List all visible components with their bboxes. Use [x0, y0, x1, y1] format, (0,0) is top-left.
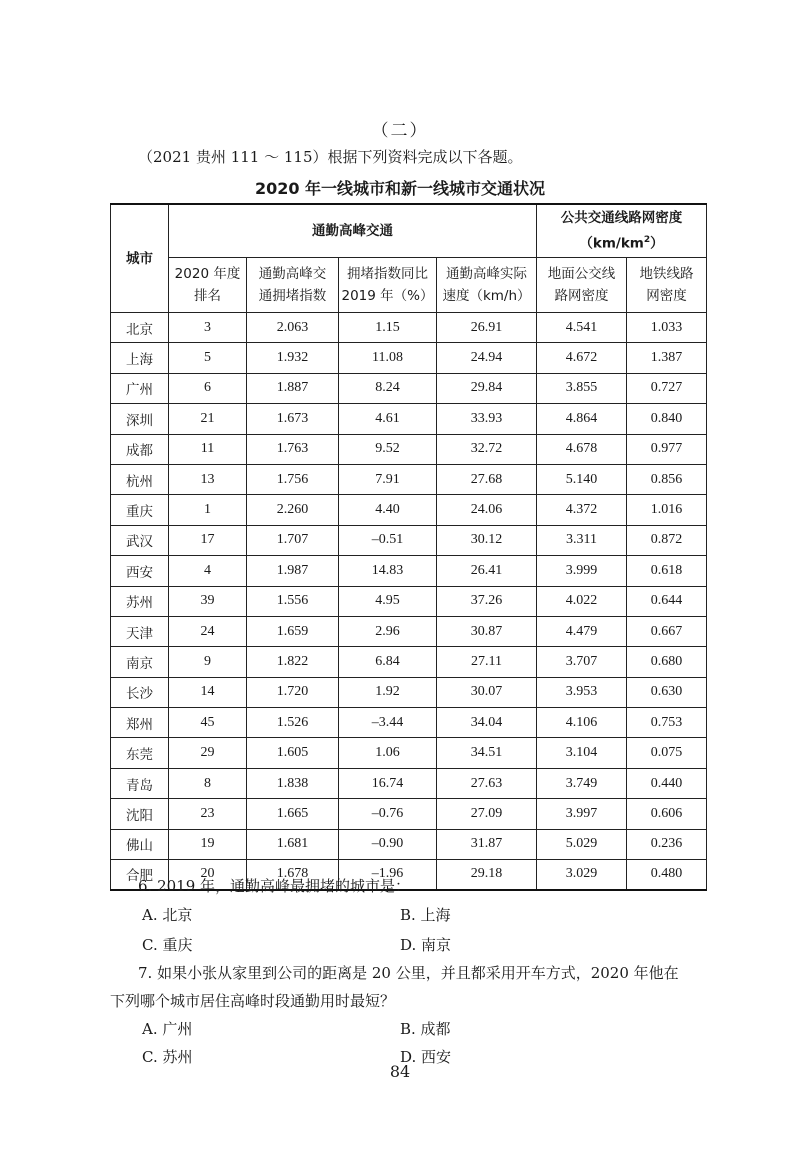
table-cell: 5.029: [537, 829, 627, 859]
table-cell: 20: [169, 860, 247, 890]
table-cell: 0.618: [627, 556, 707, 586]
table-cell: 11: [169, 434, 247, 464]
table-cell: 0.727: [627, 373, 707, 403]
table-cell: 26.91: [437, 313, 537, 343]
table-cell: 3.855: [537, 373, 627, 403]
city-cell: 沈阳: [111, 799, 169, 829]
table-cell: 30.87: [437, 616, 537, 646]
table-cell: 4.541: [537, 313, 627, 343]
table-cell: 27.11: [437, 647, 537, 677]
table-cell: 4.672: [537, 343, 627, 373]
q7-option-d: D. 西安: [400, 1048, 452, 1066]
table-cell: 0.236: [627, 829, 707, 859]
question-7-line-2: 下列哪个城市居住高峰时段通勤用时最短？: [110, 992, 396, 1010]
table-cell: 34.04: [437, 708, 537, 738]
city-cell: 佛山: [111, 829, 169, 859]
header-city: 城市: [111, 204, 169, 313]
table-cell: 29: [169, 738, 247, 768]
section-title: （二）: [371, 121, 429, 141]
q7-option-c: C. 苏州: [142, 1048, 193, 1066]
header-rank: 2020 年度 排名: [169, 258, 247, 313]
table-cell: 29.84: [437, 373, 537, 403]
table-cell: 0.440: [627, 768, 707, 798]
intro-text: （2021 贵州 111 ～ 115）根据下列资料完成以下各题。: [138, 148, 523, 166]
table-cell: 4.372: [537, 495, 627, 525]
table-cell: 4.678: [537, 434, 627, 464]
table-cell: 1.681: [247, 829, 339, 859]
table-row: [111, 434, 707, 464]
table-cell: 0.075: [627, 738, 707, 768]
table-cell: 1.659: [247, 616, 339, 646]
city-cell: 北京: [111, 313, 169, 343]
city-cell: 青岛: [111, 768, 169, 798]
table-cell: 14.83: [339, 556, 437, 586]
table-cell: 4.864: [537, 404, 627, 434]
header-metro-density: 地铁线路 网密度: [627, 258, 707, 313]
city-cell: 长沙: [111, 677, 169, 707]
table-cell: 16.74: [339, 768, 437, 798]
table-cell: 2.96: [339, 616, 437, 646]
table-cell: 1: [169, 495, 247, 525]
table-cell: 0.872: [627, 525, 707, 555]
table-row: [111, 738, 707, 768]
table-cell: 3.707: [537, 647, 627, 677]
table-cell: 1.822: [247, 647, 339, 677]
question-6: 6. 2019 年，通勤高峰最拥堵的城市是：: [138, 877, 411, 895]
table-cell: 4.40: [339, 495, 437, 525]
page-number: 84: [389, 1062, 411, 1081]
table-row: [111, 404, 707, 434]
table-cell: 26.41: [437, 556, 537, 586]
table-cell: 27.68: [437, 464, 537, 494]
table-cell: 1.838: [247, 768, 339, 798]
table-row: [111, 647, 707, 677]
city-cell: 东莞: [111, 738, 169, 768]
table-cell: 1.15: [339, 313, 437, 343]
table-cell: 21: [169, 404, 247, 434]
table-row: [111, 313, 707, 343]
table-cell: 1.932: [247, 343, 339, 373]
header-congestion-index: 通勤高峰交 通拥堵指数: [247, 258, 339, 313]
table-cell: 1.387: [627, 343, 707, 373]
table-cell: 27.09: [437, 799, 537, 829]
table-row: [111, 829, 707, 859]
traffic-table: [110, 203, 707, 891]
table-cell: 4.61: [339, 404, 437, 434]
city-cell: 合肥: [111, 860, 169, 890]
table-row: [111, 464, 707, 494]
table-cell: 3.953: [537, 677, 627, 707]
city-cell: 南京: [111, 647, 169, 677]
table-cell: 0.606: [627, 799, 707, 829]
header-yoy: 拥堵指数同比 2019 年（%）: [339, 258, 437, 313]
city-cell: 武汉: [111, 525, 169, 555]
table-cell: 5: [169, 343, 247, 373]
table-cell: 17: [169, 525, 247, 555]
city-cell: 苏州: [111, 586, 169, 616]
table-cell: 30.07: [437, 677, 537, 707]
table-row: [111, 495, 707, 525]
city-cell: 成都: [111, 434, 169, 464]
table-cell: 0.856: [627, 464, 707, 494]
table-cell: 1.987: [247, 556, 339, 586]
table-cell: 1.763: [247, 434, 339, 464]
table-cell: 4.106: [537, 708, 627, 738]
header-transit-unit: $(km/km^2)$: [579, 235, 664, 252]
table-cell: 4.95: [339, 586, 437, 616]
city-cell: 杭州: [111, 464, 169, 494]
table-cell: 1.707: [247, 525, 339, 555]
table-cell: 24.94: [437, 343, 537, 373]
city-cell: 天津: [111, 616, 169, 646]
table-cell: 1.06: [339, 738, 437, 768]
table-row: [111, 799, 707, 829]
table-cell: 4: [169, 556, 247, 586]
table-cell: 32.72: [437, 434, 537, 464]
table-cell: 1.605: [247, 738, 339, 768]
table-cell: 1.720: [247, 677, 339, 707]
table-cell: 24.06: [437, 495, 537, 525]
table-cell: 7.91: [339, 464, 437, 494]
table-cell: 0.680: [627, 647, 707, 677]
table-row: [111, 373, 707, 403]
header-transit-label: 公共交通线路网密度: [560, 210, 683, 227]
table-row: [111, 525, 707, 555]
table-cell: 45: [169, 708, 247, 738]
table-cell: 27.63: [437, 768, 537, 798]
city-cell: 西安: [111, 556, 169, 586]
table-cell: 5.140: [537, 464, 627, 494]
table-row: [111, 556, 707, 586]
table-cell: 1.016: [627, 495, 707, 525]
table-cell: 0.840: [627, 404, 707, 434]
table-cell: 3.749: [537, 768, 627, 798]
table-cell: 37.26: [437, 586, 537, 616]
city-cell: 上海: [111, 343, 169, 373]
q7-option-b: B. 成都: [400, 1020, 451, 1038]
table-cell: 0.480: [627, 860, 707, 890]
table-cell: 0.667: [627, 616, 707, 646]
table-cell: 1.678: [247, 860, 339, 890]
table-row: [111, 343, 707, 373]
table-cell: 3.104: [537, 738, 627, 768]
table-cell: 3.311: [537, 525, 627, 555]
table-row: [111, 677, 707, 707]
table-cell: 30.12: [437, 525, 537, 555]
table-cell: 4.479: [537, 616, 627, 646]
table-cell: 1.665: [247, 799, 339, 829]
table-row: [111, 616, 707, 646]
table-cell: 11.08: [339, 343, 437, 373]
city-cell: 重庆: [111, 495, 169, 525]
header-bus-density: 地面公交线 路网密度: [537, 258, 627, 313]
table-cell: 24: [169, 616, 247, 646]
table-row: [111, 586, 707, 616]
question-7-line-1: 7. 如果小张从家里到公司的距离是 20 公里，并且都采用开车方式，2020 年他在: [138, 964, 679, 982]
table-cell: 0.753: [627, 708, 707, 738]
table-cell: 1.033: [627, 313, 707, 343]
table-cell: 0.630: [627, 677, 707, 707]
table-cell: 3.029: [537, 860, 627, 890]
table-cell: 0.644: [627, 586, 707, 616]
table-cell: 2.260: [247, 495, 339, 525]
q7-option-a: A. 广州: [142, 1020, 193, 1038]
table-cell: 8.24: [339, 373, 437, 403]
table-cell: 1.526: [247, 708, 339, 738]
table-cell: 1.887: [247, 373, 339, 403]
table-cell: 9: [169, 647, 247, 677]
table-cell: 1.756: [247, 464, 339, 494]
table-cell: 1.92: [339, 677, 437, 707]
table-cell: 8: [169, 768, 247, 798]
table-cell: 3: [169, 313, 247, 343]
table-cell: 3.997: [537, 799, 627, 829]
city-cell: 深圳: [111, 404, 169, 434]
q6-option-b: B. 上海: [400, 906, 451, 924]
header-commute-group: 通勤高峰交通: [169, 204, 537, 258]
table-row: [111, 768, 707, 798]
table-cell: 9.52: [339, 434, 437, 464]
q6-option-d: D. 南京: [400, 936, 452, 954]
header-speed: 通勤高峰实际 速度（km/h）: [437, 258, 537, 313]
table-cell: 33.93: [437, 404, 537, 434]
table-cell: –0.76: [339, 799, 437, 829]
q6-option-c: C. 重庆: [142, 936, 193, 954]
table-cell: –1.96: [339, 860, 437, 890]
table-cell: 13: [169, 464, 247, 494]
table-cell: 19: [169, 829, 247, 859]
table-cell: –3.44: [339, 708, 437, 738]
table-cell: 31.87: [437, 829, 537, 859]
table-cell: 1.556: [247, 586, 339, 616]
table-cell: –0.51: [339, 525, 437, 555]
table-row: [111, 708, 707, 738]
table-cell: 6.84: [339, 647, 437, 677]
table-cell: 0.977: [627, 434, 707, 464]
header-transit-group: [537, 204, 707, 258]
table-cell: 6: [169, 373, 247, 403]
table-cell: 2.063: [247, 313, 339, 343]
table-cell: 34.51: [437, 738, 537, 768]
table-cell: 4.022: [537, 586, 627, 616]
table-cell: 14: [169, 677, 247, 707]
table-cell: –0.90: [339, 829, 437, 859]
table-body: [111, 313, 707, 890]
table-title: 2020 年一线城市和新一线城市交通状况: [254, 179, 546, 198]
table-cell: 1.673: [247, 404, 339, 434]
table-cell: 3.999: [537, 556, 627, 586]
table-cell: 39: [169, 586, 247, 616]
q6-option-a: A. 北京: [142, 906, 193, 924]
table-cell: 23: [169, 799, 247, 829]
city-cell: 广州: [111, 373, 169, 403]
city-cell: 郑州: [111, 708, 169, 738]
table-cell: 29.18: [437, 860, 537, 890]
